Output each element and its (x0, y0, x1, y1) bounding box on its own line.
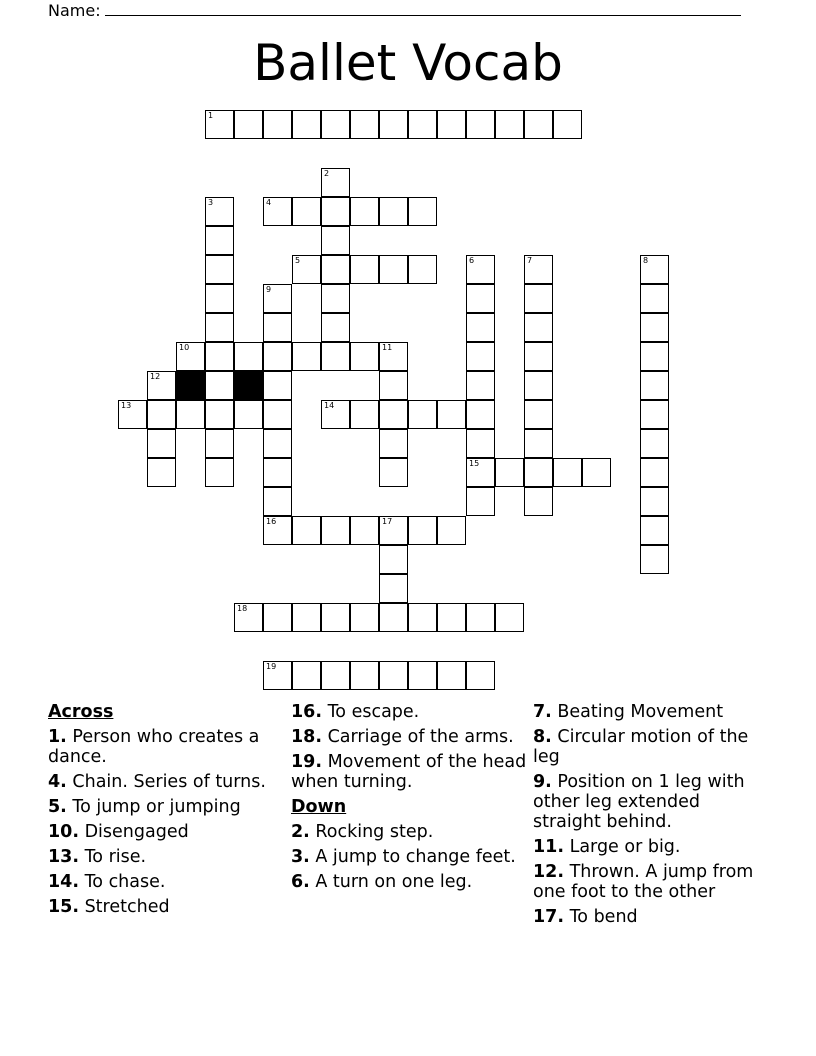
cell-number: 6 (469, 256, 475, 265)
grid-cell[interactable] (408, 516, 437, 545)
clue (48, 872, 288, 892)
grid-cell[interactable] (495, 110, 524, 139)
grid-cell[interactable] (437, 661, 466, 690)
grid-cell[interactable] (263, 661, 292, 690)
grid-cell[interactable] (350, 197, 379, 226)
clue-text: Movement of the head when turning. (291, 752, 527, 792)
black-cell (234, 371, 263, 400)
grid-cell[interactable] (524, 342, 553, 371)
clue (291, 872, 531, 892)
grid-cell[interactable] (466, 661, 495, 690)
grid-cell[interactable] (408, 197, 437, 226)
clue-text: Person who creates a dance. (48, 727, 260, 767)
grid-cell[interactable] (524, 284, 553, 313)
clue (291, 702, 531, 722)
grid-cell[interactable] (379, 458, 408, 487)
grid-cell[interactable] (640, 487, 669, 516)
grid-cell[interactable] (553, 458, 582, 487)
clue-number: 4. (48, 772, 67, 792)
grid-cell[interactable] (321, 400, 350, 429)
grid-cell[interactable] (321, 255, 350, 284)
grid-cell[interactable] (466, 487, 495, 516)
clue-text: To bend (564, 907, 638, 927)
clue-number: 11. (533, 837, 565, 857)
clue (48, 727, 288, 767)
grid-cell[interactable] (640, 371, 669, 400)
grid-cell[interactable] (292, 110, 321, 139)
clue-text: Rocking step. (309, 822, 434, 842)
clue-section-heading: Across (48, 702, 114, 722)
clue-number: 10. (48, 822, 80, 842)
grid-cell[interactable] (466, 458, 495, 487)
grid-cell[interactable] (263, 603, 292, 632)
grid-cell[interactable] (205, 371, 234, 400)
cell-number: 17 (382, 517, 393, 526)
grid-cell[interactable] (640, 429, 669, 458)
clue (48, 897, 288, 917)
clue-number: 1. (48, 727, 67, 747)
clue-text: Beating Movement (551, 702, 724, 722)
grid-cell[interactable] (321, 226, 350, 255)
cell-number: 15 (469, 459, 480, 468)
clue-text: Stretched (79, 897, 170, 917)
grid-cell[interactable] (350, 603, 379, 632)
grid-cell[interactable] (582, 458, 611, 487)
grid-cell[interactable] (379, 400, 408, 429)
grid-cell[interactable] (321, 342, 350, 371)
grid-cell[interactable] (205, 255, 234, 284)
grid-cell[interactable] (437, 400, 466, 429)
grid-cell[interactable] (408, 110, 437, 139)
grid-cell[interactable] (321, 603, 350, 632)
grid-cell[interactable] (205, 110, 234, 139)
grid-cell[interactable] (263, 313, 292, 342)
grid-cell[interactable] (466, 400, 495, 429)
grid-cell[interactable] (321, 284, 350, 313)
grid-cell[interactable] (466, 255, 495, 284)
grid-cell[interactable] (350, 661, 379, 690)
clue-number: 19. (291, 752, 323, 772)
grid-cell[interactable] (640, 400, 669, 429)
grid-cell[interactable] (350, 400, 379, 429)
grid-cell[interactable] (205, 284, 234, 313)
clue (291, 727, 531, 747)
clue (48, 847, 288, 867)
grid-cell[interactable] (234, 400, 263, 429)
cell-number: 3 (208, 198, 214, 207)
grid-cell[interactable] (379, 603, 408, 632)
grid-cell[interactable] (350, 110, 379, 139)
clue-number: 15. (48, 897, 80, 917)
grid-cell[interactable] (379, 371, 408, 400)
grid-cell[interactable] (466, 429, 495, 458)
grid-cell[interactable] (495, 603, 524, 632)
clue-text: To jump or jumping (66, 797, 241, 817)
grid-cell[interactable] (292, 661, 321, 690)
grid-cell[interactable] (263, 284, 292, 313)
clue-number: 13. (48, 847, 80, 867)
clue-text: A turn on one leg. (309, 872, 473, 892)
clue (533, 862, 773, 902)
grid-cell[interactable] (176, 400, 205, 429)
grid-cell[interactable] (379, 197, 408, 226)
clue (48, 797, 288, 817)
grid-cell[interactable] (379, 545, 408, 574)
cell-number: 10 (179, 343, 190, 352)
clue (48, 772, 288, 792)
grid-cell[interactable] (147, 429, 176, 458)
grid-cell[interactable] (321, 168, 350, 197)
cell-number: 2 (324, 169, 330, 178)
grid-cell[interactable] (379, 342, 408, 371)
clue-text: Position on 1 leg with other leg extended straight behind. (533, 772, 745, 832)
grid-cell[interactable] (379, 429, 408, 458)
clue-text: A jump to change feet. (309, 847, 516, 867)
clue-number: 14. (48, 872, 80, 892)
grid-cell[interactable] (640, 342, 669, 371)
grid-cell[interactable] (263, 429, 292, 458)
grid-cell[interactable] (263, 400, 292, 429)
page-title: Ballet Vocab (253, 34, 563, 92)
grid-cell[interactable] (321, 197, 350, 226)
grid-cell[interactable] (379, 255, 408, 284)
cell-number: 16 (266, 517, 277, 526)
grid-cell[interactable] (408, 400, 437, 429)
grid-cell[interactable] (524, 255, 553, 284)
grid-cell[interactable] (524, 313, 553, 342)
grid-cell[interactable] (379, 661, 408, 690)
grid-cell[interactable] (640, 516, 669, 545)
clue-text: To chase. (79, 872, 166, 892)
grid-cell[interactable] (408, 603, 437, 632)
clue-text: Circular motion of the leg (533, 727, 749, 767)
clue-number: 3. (291, 847, 310, 867)
grid-cell[interactable] (437, 516, 466, 545)
grid-cell[interactable] (466, 284, 495, 313)
clue-number: 8. (533, 727, 552, 747)
grid-cell[interactable] (350, 516, 379, 545)
grid-cell[interactable] (466, 313, 495, 342)
grid-cell[interactable] (321, 516, 350, 545)
grid-cell[interactable] (437, 603, 466, 632)
clue-text: Disengaged (79, 822, 189, 842)
grid-cell[interactable] (524, 371, 553, 400)
grid-cell[interactable] (147, 371, 176, 400)
clue-number: 17. (533, 907, 565, 927)
clue-text: Chain. Series of turns. (66, 772, 266, 792)
grid-cell[interactable] (234, 110, 263, 139)
grid-cell[interactable] (524, 458, 553, 487)
clue-number: 7. (533, 702, 552, 722)
clue (533, 772, 773, 832)
grid-cell[interactable] (553, 110, 582, 139)
clue (291, 847, 531, 867)
grid-cell[interactable] (408, 661, 437, 690)
grid-cell[interactable] (205, 400, 234, 429)
grid-cell[interactable] (640, 284, 669, 313)
clue-number: 9. (533, 772, 552, 792)
cell-number: 8 (643, 256, 649, 265)
cell-number: 1 (208, 111, 214, 120)
grid-cell[interactable] (292, 197, 321, 226)
clue (533, 907, 773, 927)
grid-cell[interactable] (205, 458, 234, 487)
grid-cell[interactable] (524, 487, 553, 516)
clue (291, 822, 531, 842)
grid-cell[interactable] (292, 516, 321, 545)
clue-text: Thrown. A jump from one foot to the other (533, 862, 754, 902)
cell-number: 4 (266, 198, 272, 207)
grid-cell[interactable] (408, 255, 437, 284)
grid-cell[interactable] (524, 110, 553, 139)
grid-cell[interactable] (263, 342, 292, 371)
clue-number: 6. (291, 872, 310, 892)
grid-cell[interactable] (321, 110, 350, 139)
cell-number: 14 (324, 401, 335, 410)
cell-number: 11 (382, 343, 393, 352)
grid-cell[interactable] (640, 313, 669, 342)
grid-cell[interactable] (205, 226, 234, 255)
clue-number: 5. (48, 797, 67, 817)
clue (48, 822, 288, 842)
grid-cell[interactable] (263, 110, 292, 139)
grid-cell[interactable] (640, 458, 669, 487)
clue-number: 18. (291, 727, 323, 747)
grid-cell[interactable] (205, 429, 234, 458)
grid-cell[interactable] (234, 342, 263, 371)
grid-cell[interactable] (292, 255, 321, 284)
grid-cell[interactable] (321, 313, 350, 342)
grid-cell[interactable] (379, 110, 408, 139)
clues-column-3 (533, 702, 773, 932)
clue-number: 2. (291, 822, 310, 842)
grid-cell[interactable] (524, 400, 553, 429)
grid-cell[interactable] (118, 400, 147, 429)
grid-cell[interactable] (263, 197, 292, 226)
grid-cell[interactable] (466, 342, 495, 371)
grid-cell[interactable] (495, 458, 524, 487)
cell-number: 9 (266, 285, 272, 294)
clues-column-1 (48, 702, 288, 922)
clue-text: To rise. (79, 847, 147, 867)
grid-cell[interactable] (640, 255, 669, 284)
grid-cell[interactable] (466, 371, 495, 400)
cell-number: 19 (266, 662, 277, 671)
grid-cell[interactable] (466, 603, 495, 632)
grid-cell[interactable] (640, 545, 669, 574)
cell-number: 12 (150, 372, 161, 381)
grid-cell[interactable] (321, 661, 350, 690)
grid-cell[interactable] (466, 110, 495, 139)
grid-cell[interactable] (147, 458, 176, 487)
grid-cell[interactable] (437, 110, 466, 139)
clue-number: 16. (291, 702, 323, 722)
grid-cell[interactable] (292, 342, 321, 371)
clue-text: Large or big. (564, 837, 681, 857)
grid-cell[interactable] (205, 313, 234, 342)
grid-cell[interactable] (205, 197, 234, 226)
grid-cell[interactable] (147, 400, 176, 429)
grid-cell[interactable] (263, 458, 292, 487)
black-cell (176, 371, 205, 400)
grid-cell[interactable] (292, 603, 321, 632)
grid-cell[interactable] (176, 342, 205, 371)
clue (533, 702, 773, 722)
grid-cell[interactable] (379, 516, 408, 545)
cell-number: 7 (527, 256, 533, 265)
grid-cell[interactable] (350, 342, 379, 371)
name-label: Name: (48, 1, 101, 20)
grid-cell[interactable] (263, 516, 292, 545)
grid-cell[interactable] (234, 603, 263, 632)
grid-cell[interactable] (263, 371, 292, 400)
cell-number: 18 (237, 604, 248, 613)
clue-text: Carriage of the arms. (322, 727, 514, 747)
clue (291, 752, 531, 792)
grid-cell[interactable] (263, 487, 292, 516)
clues-column-2 (291, 702, 531, 897)
grid-cell[interactable] (379, 574, 408, 603)
clue (533, 837, 773, 857)
cell-number: 5 (295, 256, 301, 265)
cell-number: 13 (121, 401, 132, 410)
clue-text: To escape. (322, 702, 420, 722)
clue (533, 727, 773, 767)
grid-cell[interactable] (205, 342, 234, 371)
clue-section-heading: Down (291, 797, 347, 817)
grid-cell[interactable] (350, 255, 379, 284)
grid-cell[interactable] (524, 429, 553, 458)
clue-number: 12. (533, 862, 565, 882)
